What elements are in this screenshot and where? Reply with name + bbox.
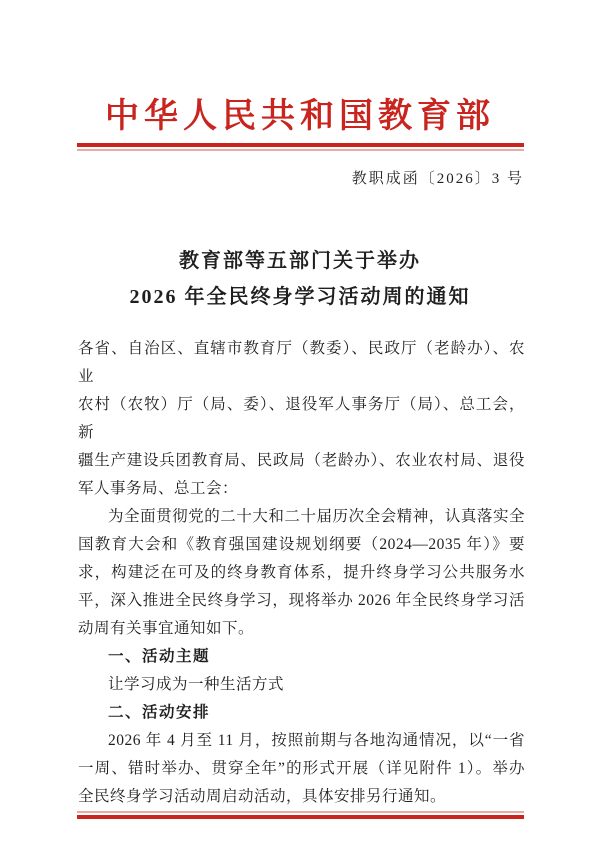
red-separator-bottom xyxy=(77,811,524,819)
letterhead-title: 中华人民共和国教育部 xyxy=(105,98,495,135)
document-title-line-2: 2026 年全民终身学习活动周的通知 xyxy=(129,286,471,308)
body-line: 平，深入推进全民终身学习，现将举办 2026 年全民终身学习活 xyxy=(78,592,525,609)
body-line: 国教育大会和《教育强国建设规划纲要（2024—2035 年）》要 xyxy=(78,536,525,553)
red-rule-thin xyxy=(77,149,524,151)
body-line: 疆生产建设兵团教育局、民政局（老龄办）、农业农村局、退役 xyxy=(78,452,525,469)
body-line: 一周、错时举办、贯穿全年”的形式开展（详见附件 1）。举办 xyxy=(78,760,525,777)
body-line: 让学习成为一种生活方式 xyxy=(108,676,285,693)
red-rule-thick xyxy=(77,815,524,819)
body-line: 求，构建泛在可及的终身教育体系，提升终身学习公共服务水 xyxy=(78,564,525,581)
body-line: 各省、自治区、直辖市教育厅（教委）、民政厅（老龄办）、农业 xyxy=(78,340,525,385)
doc-number: 教职成函〔2026〕3 号 xyxy=(351,171,524,187)
body-line: 军人事务局、总工会： xyxy=(78,480,239,497)
document-title-line-1: 教育部等五部门关于举办 xyxy=(179,250,421,272)
body-line: 农村（农牧）厅（局、委）、退役军人事务厅（局）、总工会，新 xyxy=(78,396,525,441)
red-separator-top xyxy=(77,143,524,151)
section-heading: 一、活动主题 xyxy=(108,648,211,665)
body-line: 2026 年 4 月至 11 月，按照前期与各地沟通情况，以“一省 xyxy=(108,732,525,749)
document-body xyxy=(0,335,600,811)
section-heading: 二、活动安排 xyxy=(108,704,211,721)
body-line: 全民终身学习活动周启动活动，具体安排另行通知。 xyxy=(78,788,447,805)
document-title xyxy=(0,243,600,315)
body-line: 动周有关事宜通知如下。 xyxy=(78,620,255,637)
body-line: 为全面贯彻党的二十大和二十届历次全会精神，认真落实全 xyxy=(108,508,525,525)
